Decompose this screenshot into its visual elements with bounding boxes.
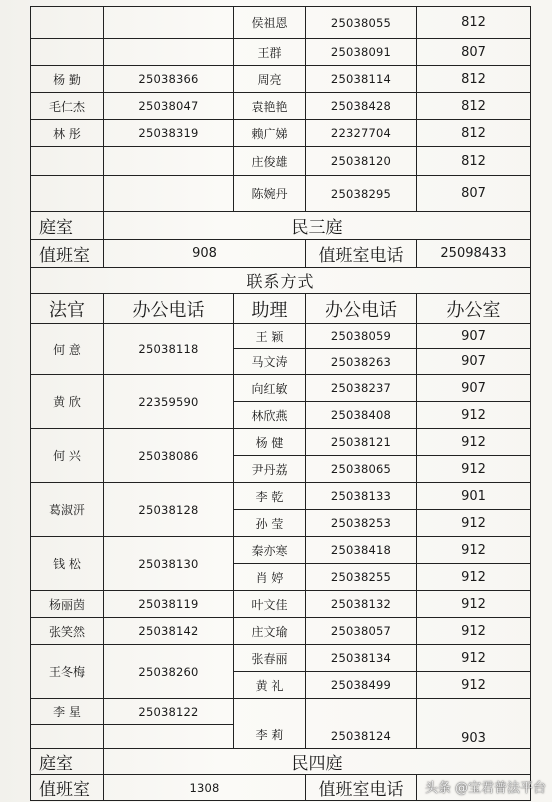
office-room: 807 [417, 39, 531, 66]
assistant-phone: 25038133 [306, 483, 417, 510]
table-row [31, 147, 531, 176]
judge-phone: 25038130 [104, 537, 234, 591]
assistant-name: 杨 健 [234, 429, 306, 456]
empty-cell [31, 725, 104, 749]
table-row [31, 93, 531, 120]
assistant-name: 侯祖恩 [234, 7, 306, 39]
court-row [31, 212, 531, 240]
judge-name: 何 兴 [31, 429, 104, 483]
judge-phone: 25038047 [104, 93, 234, 120]
judge-phone [104, 7, 234, 39]
judge-phone: 25038319 [104, 120, 234, 147]
table-row [31, 7, 531, 39]
table-row [31, 699, 531, 725]
office-room: 812 [417, 66, 531, 93]
judge-name [31, 7, 104, 39]
office-room: 912 [417, 564, 531, 591]
judge-name: 张笑然 [31, 618, 104, 645]
office-room: 912 [417, 537, 531, 564]
table-row [31, 618, 531, 645]
watermark: 头条 @宝君普法平台 [424, 781, 546, 796]
table-row [31, 429, 531, 456]
header-judge: 法官 [31, 294, 104, 324]
assistant-name: 马文涛 [234, 349, 306, 375]
judge-name: 李 星 [31, 699, 104, 725]
judge-name: 王冬梅 [31, 645, 104, 699]
table-row [31, 591, 531, 618]
office-room: 812 [417, 93, 531, 120]
table-row [31, 483, 531, 510]
header-assistant-phone: 办公电话 [306, 294, 417, 324]
judge-name [31, 147, 104, 176]
assistant-name: 尹丹荔 [234, 456, 306, 483]
assistant-name: 陈婉丹 [234, 176, 306, 212]
header-assistant: 助理 [234, 294, 306, 324]
header-room: 办公室 [417, 294, 531, 324]
assistant-phone: 25038418 [306, 537, 417, 564]
judge-phone: 25038086 [104, 429, 234, 483]
office-room: 912 [417, 591, 531, 618]
office-room: 812 [417, 120, 531, 147]
judge-phone: 25038366 [104, 66, 234, 93]
judge-name: 葛淑汧 [31, 483, 104, 537]
section-title-row [31, 268, 531, 294]
table-row [31, 645, 531, 672]
duty-row [31, 240, 531, 268]
assistant-name: 李 乾 [234, 483, 306, 510]
judge-phone [104, 176, 234, 212]
empty-cell [104, 725, 234, 749]
assistant-name: 袁艳艳 [234, 93, 306, 120]
assistant-phone: 25038132 [306, 591, 417, 618]
table-row [31, 537, 531, 564]
judge-phone: 25038119 [104, 591, 234, 618]
office-room: 907 [417, 349, 531, 375]
table-row [31, 324, 531, 349]
assistant-phone: 25038255 [306, 564, 417, 591]
duty-phone-number: 25098433 [417, 240, 531, 268]
section-title: 联系方式 [31, 268, 531, 294]
assistant-name: 叶文佳 [234, 591, 306, 618]
judge-name [31, 39, 104, 66]
assistant-phone: 25038055 [306, 7, 417, 39]
office-room: 901 [417, 483, 531, 510]
office-room: 912 [417, 618, 531, 645]
judge-name: 杨 勤 [31, 66, 104, 93]
assistant-name: 李 莉 [234, 699, 306, 749]
assistant-phone: 25038253 [306, 510, 417, 537]
judge-phone: 25038260 [104, 645, 234, 699]
judge-phone: 25038128 [104, 483, 234, 537]
assistant-phone: 25038059 [306, 324, 417, 349]
duty-room-label: 值班室 [31, 240, 104, 268]
office-room: 912 [417, 402, 531, 429]
assistant-phone: 25038120 [306, 147, 417, 176]
office-room: 912 [417, 510, 531, 537]
assistant-name: 庄俊雄 [234, 147, 306, 176]
assistant-phone: 25038114 [306, 66, 417, 93]
assistant-name: 庄文瑜 [234, 618, 306, 645]
assistant-phone: 25038408 [306, 402, 417, 429]
assistant-phone: 25038263 [306, 349, 417, 375]
contact-table [30, 6, 531, 801]
judge-phone [104, 39, 234, 66]
assistant-phone: 25038134 [306, 645, 417, 672]
office-room: 907 [417, 375, 531, 402]
assistant-name: 张春丽 [234, 645, 306, 672]
office-room: 912 [417, 645, 531, 672]
judge-name: 毛仁杰 [31, 93, 104, 120]
assistant-phone: 25038121 [306, 429, 417, 456]
duty-phone-label: 值班室电话 [306, 240, 417, 268]
court-name: 民三庭 [104, 212, 531, 240]
judge-phone: 25038118 [104, 324, 234, 375]
assistant-phone: 25038237 [306, 375, 417, 402]
assistant-name: 黄 礼 [234, 672, 306, 699]
office-room: 807 [417, 176, 531, 212]
assistant-phone: 25038065 [306, 456, 417, 483]
office-room: 812 [417, 147, 531, 176]
table-row [31, 39, 531, 66]
judge-phone: 22359590 [104, 375, 234, 429]
judge-name: 黄 欣 [31, 375, 104, 429]
assistant-phone: 25038091 [306, 39, 417, 66]
duty-phone-label: 值班室电话 [306, 775, 417, 801]
table-row [31, 66, 531, 93]
assistant-phone: 22327704 [306, 120, 417, 147]
judge-name: 钱 松 [31, 537, 104, 591]
duty-room-label: 值班室 [31, 775, 104, 801]
office-room: 903 [417, 699, 531, 749]
assistant-phone: 25038124 [306, 699, 417, 749]
table-row [31, 176, 531, 212]
assistant-name: 周亮 [234, 66, 306, 93]
duty-room-number: 908 [104, 240, 306, 268]
assistant-phone: 25038499 [306, 672, 417, 699]
judge-name: 林 彤 [31, 120, 104, 147]
assistant-name: 林欣燕 [234, 402, 306, 429]
assistant-phone: 25038057 [306, 618, 417, 645]
office-room: 912 [417, 672, 531, 699]
judge-name [31, 176, 104, 212]
assistant-name: 肖 婷 [234, 564, 306, 591]
assistant-phone: 25038295 [306, 176, 417, 212]
judge-name: 何 意 [31, 324, 104, 375]
office-room: 812 [417, 7, 531, 39]
assistant-phone: 25038428 [306, 93, 417, 120]
table-row [31, 375, 531, 402]
judge-phone: 25038142 [104, 618, 234, 645]
table-row [31, 120, 531, 147]
court-label: 庭室 [31, 749, 104, 775]
court-label: 庭室 [31, 212, 104, 240]
court-name: 民四庭 [104, 749, 531, 775]
office-room: 912 [417, 429, 531, 456]
header-judge-phone: 办公电话 [104, 294, 234, 324]
office-room: 912 [417, 456, 531, 483]
assistant-name: 孙 莹 [234, 510, 306, 537]
assistant-name: 秦亦寒 [234, 537, 306, 564]
judge-phone: 25038122 [104, 699, 234, 725]
duty-room-number: 1308 [104, 775, 306, 801]
assistant-name: 向红敏 [234, 375, 306, 402]
header-row [31, 294, 531, 324]
assistant-name: 王群 [234, 39, 306, 66]
assistant-name: 赖广娣 [234, 120, 306, 147]
court-row [31, 749, 531, 775]
assistant-name: 王 颖 [234, 324, 306, 349]
judge-phone [104, 147, 234, 176]
judge-name: 杨丽茵 [31, 591, 104, 618]
office-room: 907 [417, 324, 531, 349]
